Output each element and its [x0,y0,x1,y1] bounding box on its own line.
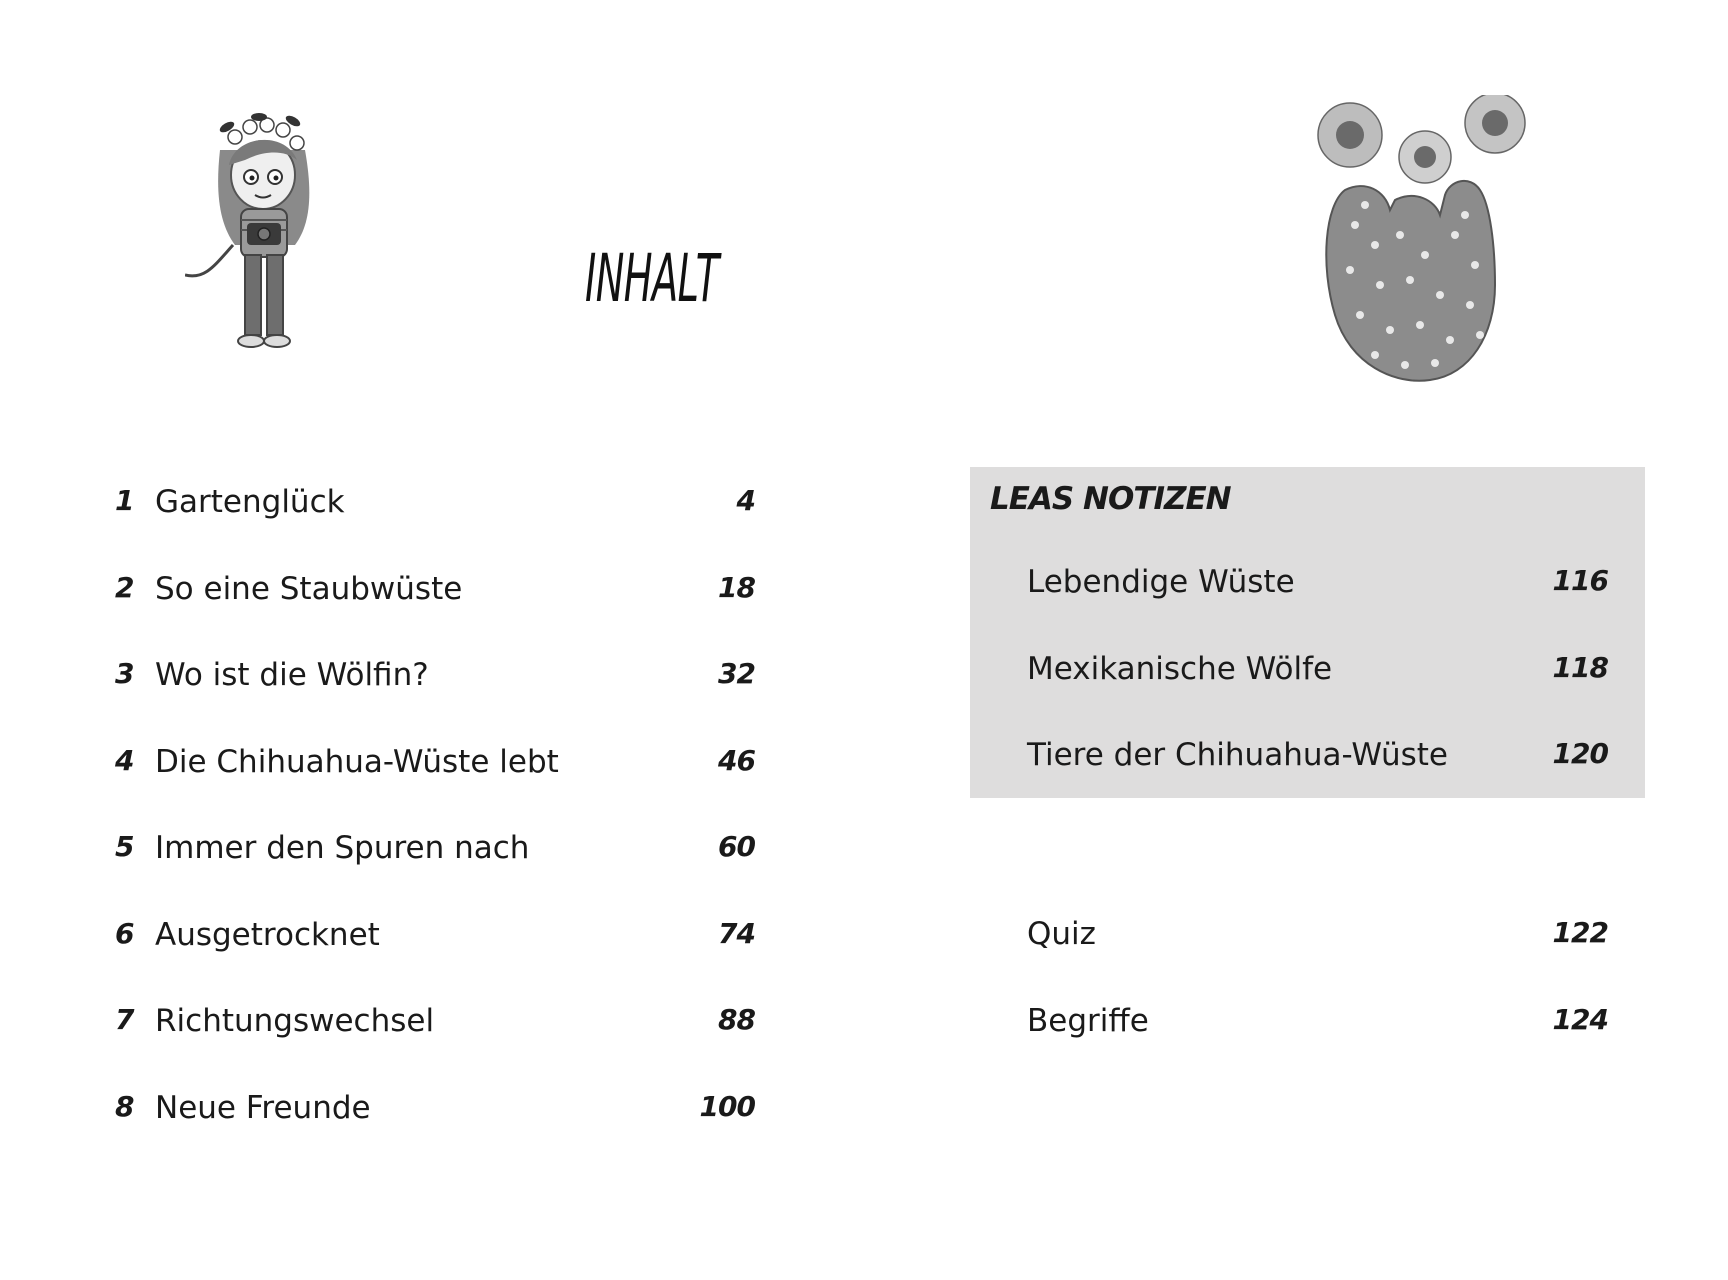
chapter-page: 88 [718,1003,755,1036]
extras-title: Begriffe [1027,1002,1149,1039]
chapter-row-8[interactable] [115,1076,755,1163]
chapter-number: 5 [115,830,135,863]
chapter-row-2[interactable] [115,557,755,644]
chapter-title: Gartenglück [155,484,345,520]
chapter-page: 60 [718,830,755,863]
chapter-title: Immer den Spuren nach [155,830,530,866]
chapter-title: Ausgetrocknet [155,916,380,953]
chapter-row-7[interactable] [115,989,755,1076]
notes-row-3[interactable] [1027,737,1608,824]
chapter-number: 6 [115,916,135,950]
chapter-number: 4 [115,743,135,777]
extras-title: Quiz [1027,916,1096,952]
chapter-page: 32 [718,657,755,690]
extras-row-quiz[interactable] [1027,916,1608,1003]
notes-page: 120 [1552,737,1608,770]
chapter-title: Neue Freunde [155,1089,371,1126]
notes-box [970,467,1645,798]
chapter-number: 8 [115,1089,135,1123]
chapter-row-1[interactable] [115,470,755,557]
chapter-page: 74 [718,916,755,950]
chapter-page: 18 [718,570,755,604]
chapter-title: Die Chihuahua-Wüste lebt [155,743,559,780]
chapter-list [115,470,755,1162]
notes-row-2[interactable] [1027,651,1608,738]
chapter-row-5[interactable] [115,816,755,903]
notes-title: Tiere der Chihuahua-Wüste [1027,737,1448,773]
extras-page: 124 [1552,1002,1608,1036]
flowering-cactus-illustration [1305,95,1545,395]
chapter-number: 1 [115,484,135,517]
notes-page: 118 [1552,650,1608,684]
chapter-title: So eine Staubwüste [155,570,463,607]
girl-with-camera-illustration [185,105,345,365]
chapter-row-3[interactable] [115,643,755,730]
chapter-row-4[interactable] [115,730,755,817]
notes-row-1[interactable] [1027,564,1608,651]
chapter-page: 46 [718,743,755,777]
extras-page: 122 [1552,916,1608,949]
page-title: INHALT [585,240,719,317]
notes-title: Mexikanische Wölfe [1027,650,1333,687]
chapter-row-6[interactable] [115,903,755,990]
chapter-page: 100 [699,1089,755,1123]
notes-page: 116 [1552,564,1608,597]
extras-list [1027,916,1608,1089]
chapter-page: 4 [736,484,755,517]
notes-heading: LEAS NOTIZEN [990,481,1231,517]
chapter-number: 2 [115,570,135,604]
chapter-title: Richtungswechsel [155,1003,435,1039]
notes-title: Lebendige Wüste [1027,564,1295,600]
extras-row-begriffe[interactable] [1027,1003,1608,1090]
chapter-number: 7 [115,1003,135,1036]
notes-list [1027,564,1608,824]
chapter-number: 3 [115,657,135,690]
chapter-title: Wo ist die Wölfin? [155,657,429,693]
